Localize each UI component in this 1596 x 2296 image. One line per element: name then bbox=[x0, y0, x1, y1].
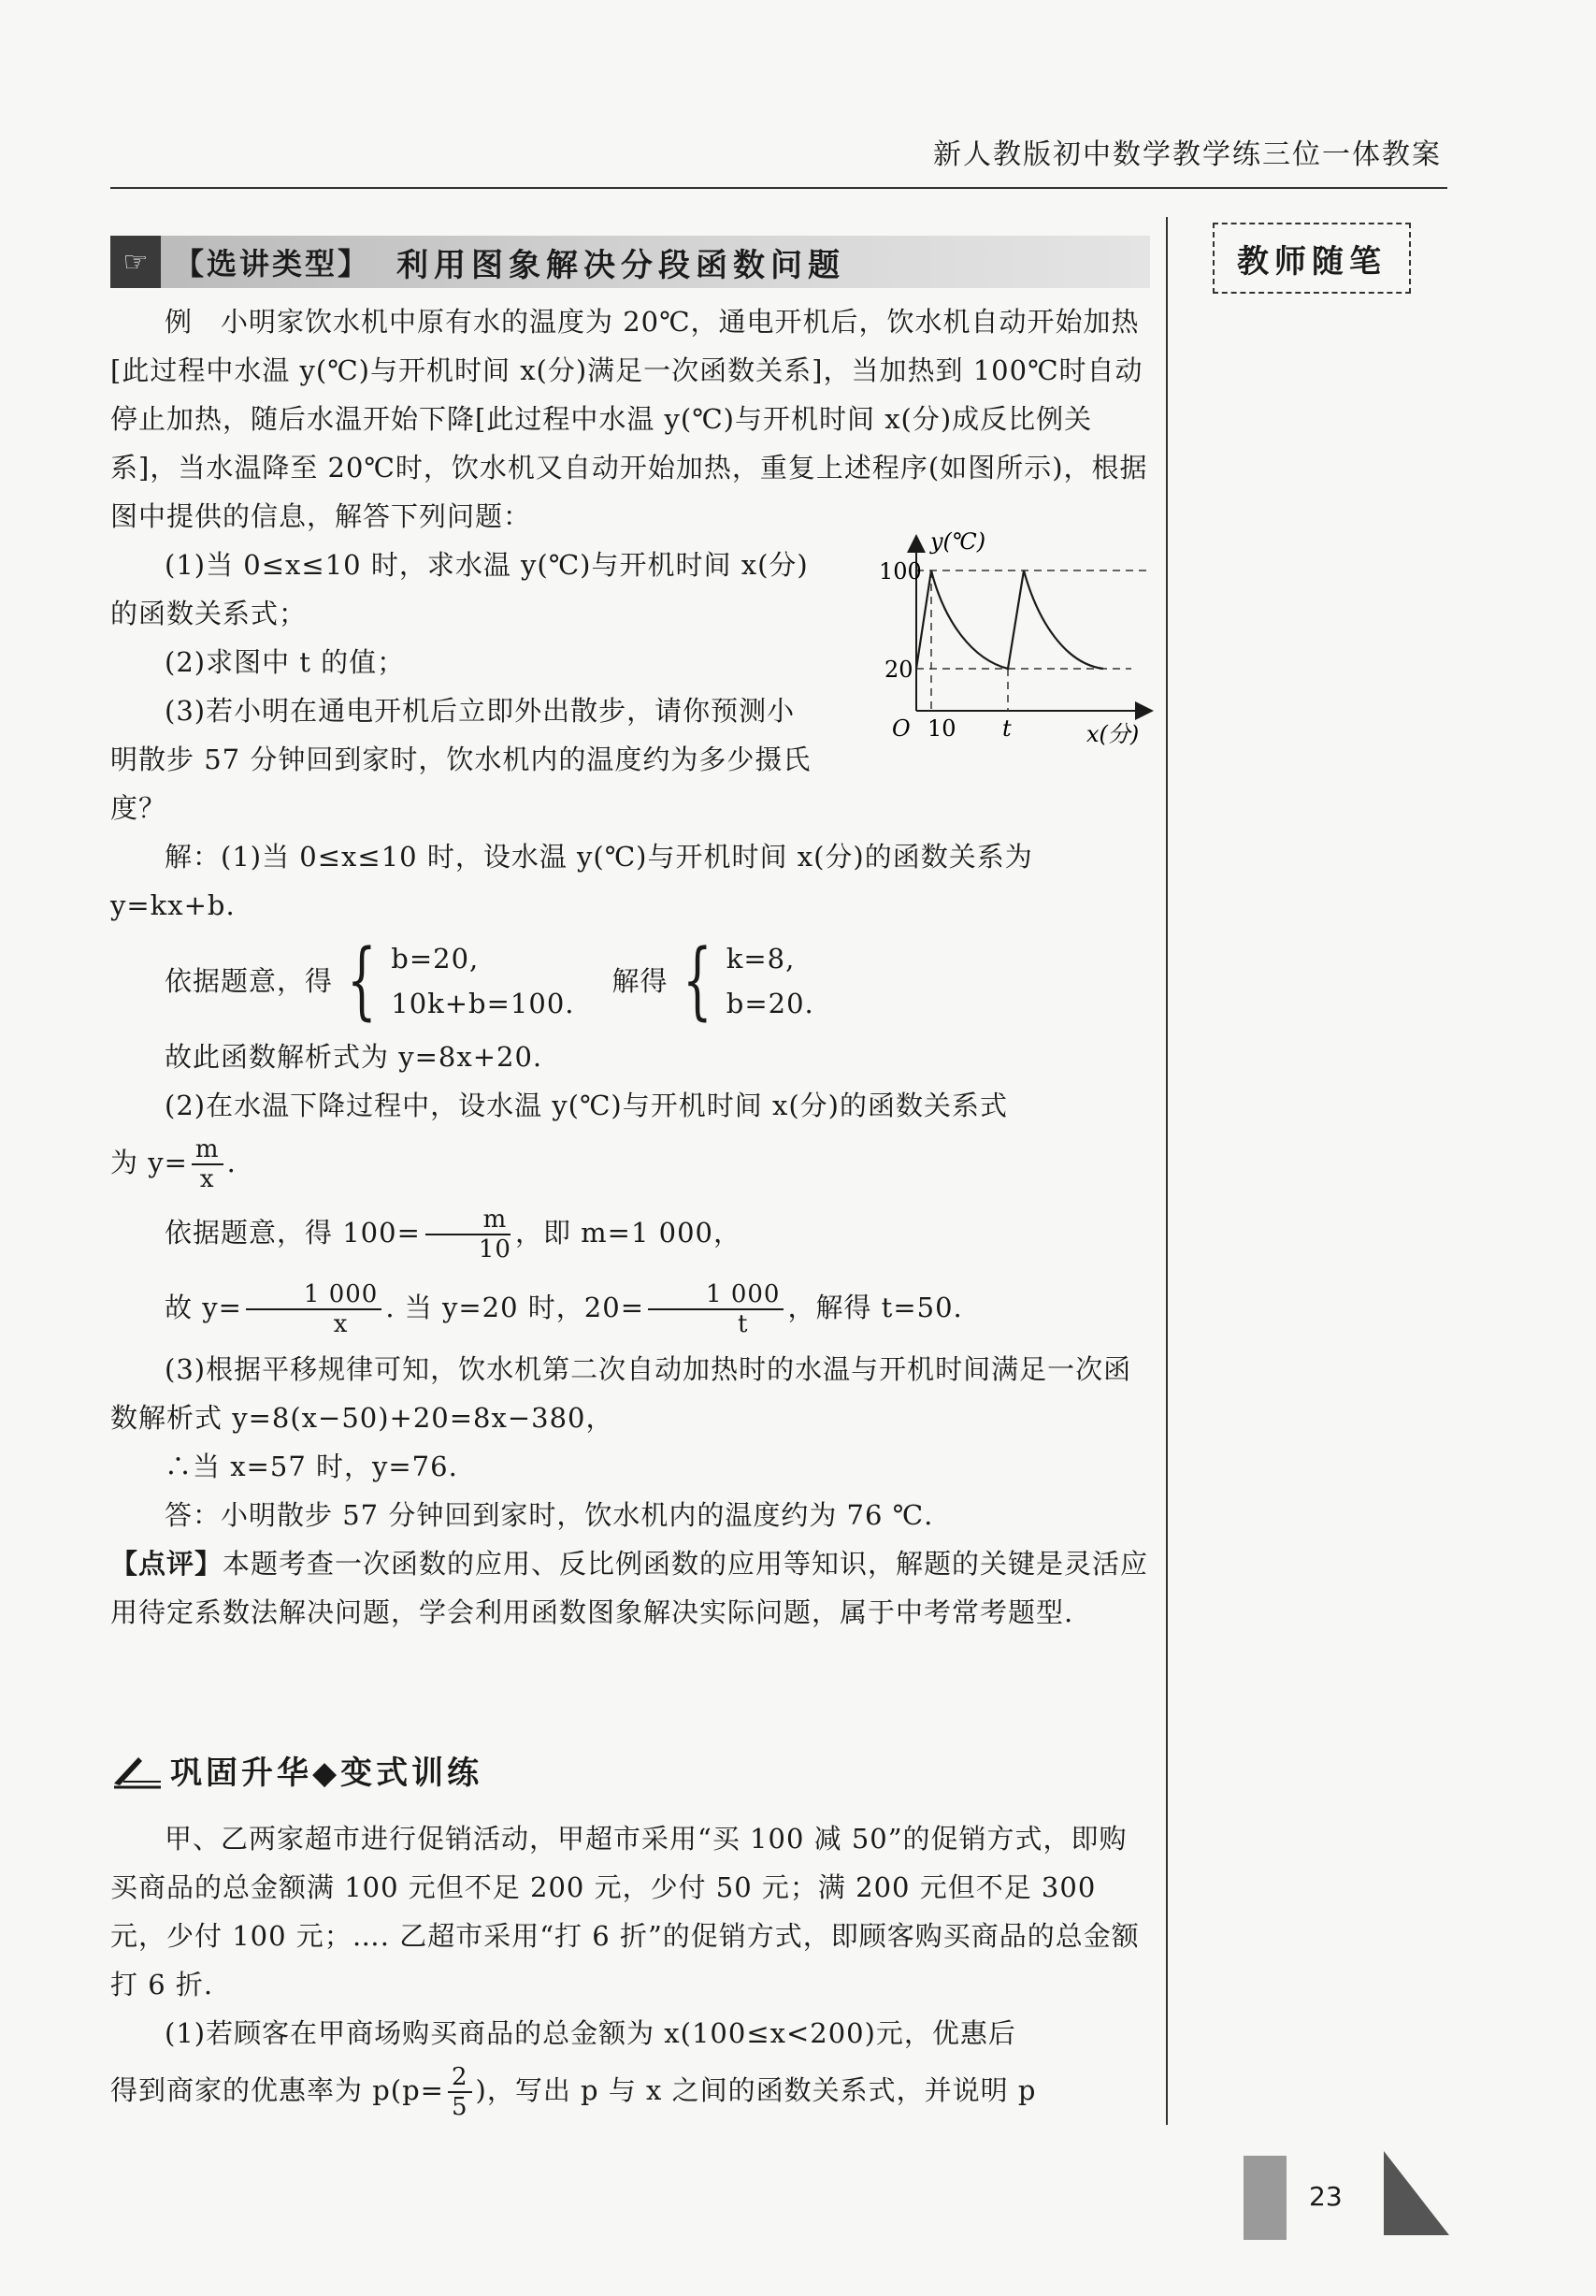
pointing-hand-icon: ☞ bbox=[110, 236, 161, 288]
example-content bbox=[110, 297, 1150, 1637]
temperature-curve bbox=[916, 570, 1103, 669]
left-brace-icon: { bbox=[682, 931, 712, 1030]
solution-3a: (3)根据平移规律可知，饮水机第二次自动加热时的水温与开机时间满足一次函数解析式 y=8(x−50)+20=8x−380， bbox=[110, 1353, 1132, 1434]
comment-tag: 【点评】 bbox=[110, 1548, 223, 1580]
section-title: 利用图象解决分段函数问题 bbox=[396, 246, 846, 284]
solution-2c-suffix: ，即 m=1 000， bbox=[514, 1217, 742, 1249]
equation-system bbox=[110, 930, 1150, 1032]
comment-paragraph bbox=[110, 1539, 1150, 1637]
solution-2b-prefix: 为 y= bbox=[110, 1147, 188, 1178]
solution-2d-suffix: ，解得 t=50. bbox=[787, 1292, 963, 1323]
example-intro: 例 小明家饮水机中原有水的温度为 20℃，通电开机后，饮水机自动开始加热[此过程中水温 y(℃)与开机时间 x(分)满足一次函数关系]，当加热到 100℃时自动停止加热，随后水温开始下降[此过程中水温 y(℃)与开机时间 x(分)成反比例关系]，当水温降至 20℃时，饮水机又自动开始加热，重复上述程序(如图所示)，根据图中提供的信息，解答下列问题： bbox=[110, 306, 1148, 532]
pen-icon bbox=[110, 1752, 163, 1789]
training-p2: (1)若顾客在甲商场购买商品的总金额为 x(100≤x<200)元，优惠后 bbox=[165, 2017, 1016, 2049]
solution-2c-prefix: 依据题意，得 100= bbox=[165, 1217, 421, 1249]
question-3: (3)若小明在通电开机后立即外出散步，请你预测小明散步 57 分钟回到家时，饮水机内的温度约为多少摄氏度？ bbox=[110, 695, 812, 824]
solution-value-2: b=20. bbox=[726, 988, 814, 1019]
question-2: (2)求图中 t 的值； bbox=[165, 646, 406, 678]
x-tick-label: 10 bbox=[927, 715, 956, 742]
header-divider bbox=[110, 187, 1447, 189]
training-heading bbox=[110, 1747, 482, 1793]
training-p3-prefix: 得到商家的优惠率为 p(p= bbox=[110, 2074, 444, 2106]
section-banner bbox=[110, 236, 1150, 288]
equation-2: 10k+b=100. bbox=[391, 988, 575, 1019]
origin-label: O bbox=[892, 715, 911, 742]
fraction-denominator: x bbox=[333, 1310, 349, 1338]
solution-1a: 解：(1)当 0≤x≤10 时，设水温 y(℃)与开机时间 x(分)的函数关系为 bbox=[165, 841, 1033, 873]
teacher-notes-label: 教师随笔 bbox=[1213, 223, 1411, 294]
training-p1: 甲、乙两家超市进行促销活动，甲超市采用“买 100 减 50”的促销方式，即购买商品的总金额满 100 元但不足 200 元，少付 50 元；满 200 元但不足 300 元，少付 100 元；…. 乙超市采用“打 6 折”的促销方式，即顾客购买商品的总金额打 6 折. bbox=[110, 1823, 1140, 2000]
fraction-numerator: 1 000 bbox=[648, 1280, 784, 1310]
left-brace-icon: { bbox=[347, 931, 378, 1030]
fraction-denominator: t bbox=[738, 1310, 749, 1338]
section-tag: 【选讲类型】 bbox=[174, 246, 371, 282]
fraction-denominator: 10 bbox=[478, 1235, 511, 1264]
solution-1c-prefix: 依据题意，得 bbox=[165, 965, 334, 997]
training-heading-text: 巩固升华◆变式训练 bbox=[170, 1754, 483, 1792]
page-tab-decoration bbox=[1244, 2156, 1287, 2240]
corner-triangle-icon bbox=[1384, 2151, 1449, 2235]
fraction-numerator: 1 000 bbox=[246, 1280, 381, 1310]
solution-2d-prefix: 故 y= bbox=[165, 1292, 242, 1323]
fraction bbox=[246, 1280, 381, 1338]
x-axis-label: x(分) bbox=[1086, 721, 1140, 747]
fraction bbox=[192, 1135, 223, 1193]
solution-1d: 故此函数解析式为 y=8x+20. bbox=[165, 1041, 543, 1073]
y-tick-label: 100 bbox=[879, 558, 922, 585]
solution-value-1: k=8, bbox=[726, 943, 796, 975]
solution-2c bbox=[110, 1195, 1150, 1270]
fraction-denominator: x bbox=[199, 1165, 215, 1193]
fraction-numerator: m bbox=[192, 1135, 223, 1165]
solution-2b bbox=[110, 1130, 1150, 1195]
y-axis-label: y(℃) bbox=[930, 528, 986, 555]
question-1: (1)当 0≤x≤10 时，求水温 y(℃)与开机时间 x(分)的函数关系式； bbox=[110, 549, 809, 629]
solution-3c: 答：小明散步 57 分钟回到家时，饮水机内的温度约为 76 ℃. bbox=[165, 1499, 934, 1531]
margin-divider bbox=[1166, 217, 1168, 2125]
page-number: 23 bbox=[1309, 2181, 1343, 2212]
training-content bbox=[110, 1814, 1150, 2123]
solution-3b: ∴当 x=57 时，y=76. bbox=[165, 1451, 458, 1482]
fraction bbox=[424, 1206, 511, 1264]
fraction-numerator: m bbox=[425, 1206, 511, 1235]
training-p3-suffix: )，写出 p 与 x 之间的函数关系式，并说明 p bbox=[475, 2074, 1037, 2106]
fraction-numerator: 2 bbox=[448, 2063, 472, 2093]
solution-1b: y=kx+b. bbox=[110, 889, 236, 921]
fraction-denominator: 5 bbox=[451, 2093, 468, 2121]
equation-1: b=20, bbox=[391, 943, 480, 975]
solution-2a: (2)在水温下降过程中，设水温 y(℃)与开机时间 x(分)的函数关系式 bbox=[165, 1090, 1008, 1121]
x-tick-label: t bbox=[1002, 715, 1012, 742]
temperature-graph bbox=[879, 528, 1159, 753]
comment-text: 本题考查一次函数的应用、反比例函数的应用等知识，解题的关键是灵活应用待定系数法解决问题，学会利用函数图象解决实际问题，属于中考常考题型. bbox=[110, 1548, 1149, 1628]
solution-2b-suffix: . bbox=[226, 1147, 237, 1178]
header-title: 新人教版初中数学教学练三位一体教案 bbox=[933, 138, 1442, 171]
y-tick-label: 20 bbox=[884, 657, 913, 683]
solution-2d-mid: . 当 y=20 时，20= bbox=[385, 1292, 645, 1323]
solution-1c-mid: 解得 bbox=[611, 965, 669, 997]
fraction bbox=[648, 1280, 784, 1338]
fraction bbox=[448, 2063, 472, 2121]
solution-2d bbox=[110, 1270, 1150, 1345]
training-p3 bbox=[110, 2058, 1150, 2123]
